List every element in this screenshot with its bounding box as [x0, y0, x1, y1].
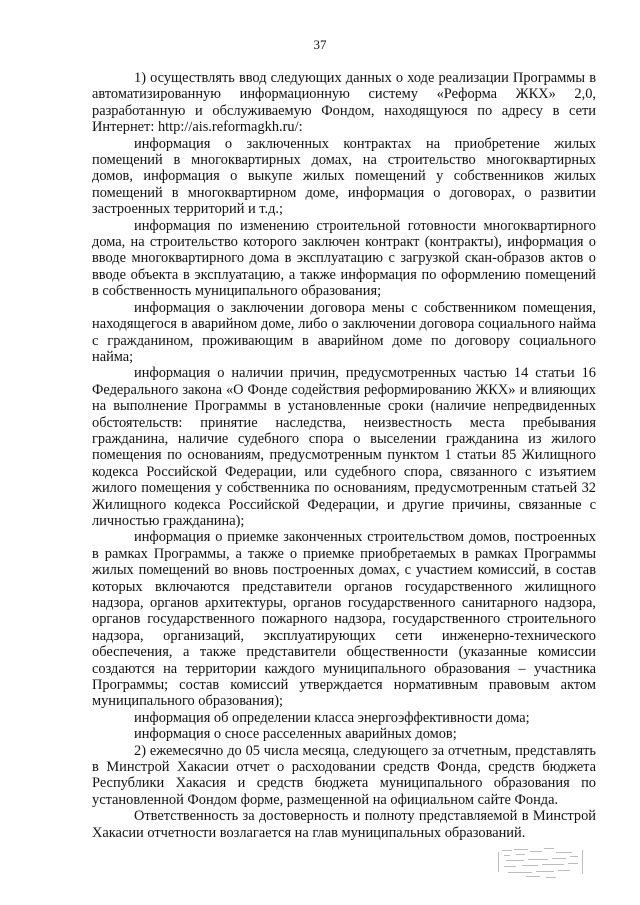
paragraph-ais-input: 1) осуществлять ввод следующих данных о ходе реализации Программы в автоматизированную информационную систему «Реформа ЖКХ» 2,0, разработанную и обслуживаемую Фондом, находящуюся по адресу в сети Интернет: http://ais.reformagkh.ru/: [92, 70, 596, 136]
page-number: 37 [313, 37, 327, 52]
paragraph-responsibility: Ответственность за достоверность и полноту представляемой в Минстрой Хакасии отчетности возлагается на глав муниципальных образований. [92, 808, 596, 841]
paragraph-demolition: информация о сносе расселенных аварийных домов; [134, 726, 457, 743]
paragraph-monthly-report: 2) ежемесячно до 05 числа месяца, следующего за отчетным, представлять в Минстрой Хакасии отчет о расходовании средств Фонда, средств бюджета Республики Хакасия и средств бюджета муниципального образования по установленной Фондом форме, размещенной на официальном сайте Фонда. [92, 742, 596, 808]
paragraph-acceptance-commissions: информация о приемке законченных строительством домов, построенных в рамках Программы, а также о приемке приобретаемых в рамках Программы жилых помещений во вновь построенных домах, с участием комиссий, в состав которых включаются представители органов государственного жилищного надзора, органов архитектуры, органов государственного санитарного надзора, органов государственного пожарного надзора, государственного строительного надзора, организаций, эксплуатирующих сети инженерно-технического обеспечения, а также представители общественности (указанные комиссии создаются на территории каждого муниципального образования – участника Программы; состав комиссий утверждается нормативным правовым актом муниципального образования); [92, 529, 596, 710]
faint-stamp-mark [496, 846, 588, 880]
paragraph-construction-readiness: информация по изменению строительной готовности многоквартирного дома, на строительство которого заключен контракт (контракты), информация о вводе многоквартирного дома в эксплуатацию с загрузкой скан-образов актов о вводе объекта в эксплуатацию, а также информация по оформлению помещений в собственность муниципального образования; [92, 217, 596, 300]
paragraph-contracts-info: информация о заключенных контрактах на приобретение жилых помещений в многоквартирных домах, на строительство многоквартирных домов, информация о выкупе жилых помещений у собственников жилых помещений в многоквартирном доме, информация о договорах, о развитии застроенных территорий и т.д.; [92, 135, 596, 218]
document-body [92, 70, 596, 841]
paragraph-exchange-agreement: информация о заключении договора мены с собственником помещения, находящегося в аварийном доме, либо о заключении договора социального найма с гражданином, проживающим в аварийном доме по договору социального найма; [92, 299, 596, 365]
paragraph-energy-class: информация об определении класса энергоэффективности дома; [134, 709, 530, 726]
paragraph-delay-reasons: информация о наличии причин, предусмотренных частью 14 статьи 16 Федерального закона «О Фонде содействия реформированию ЖКХ» и влияющих на выполнение Программы в установленные сроки (наличие непредвиденных обстоятельств: принятие наследства, неизвестность места пребывания гражданина, наличие судебного спора о выселении гражданина из жилого помещения по основаниям, предусмотренным пунктом 1 статьи 85 Жилищного кодекса Российской Федерации, или судебного спора, связанного с изъятием жилого помещения у собственника по основаниям, предусмотренным статьей 32 Жилищного кодекса Российской Федерации, и другие причины, связанные с личностью гражданина); [92, 365, 596, 529]
